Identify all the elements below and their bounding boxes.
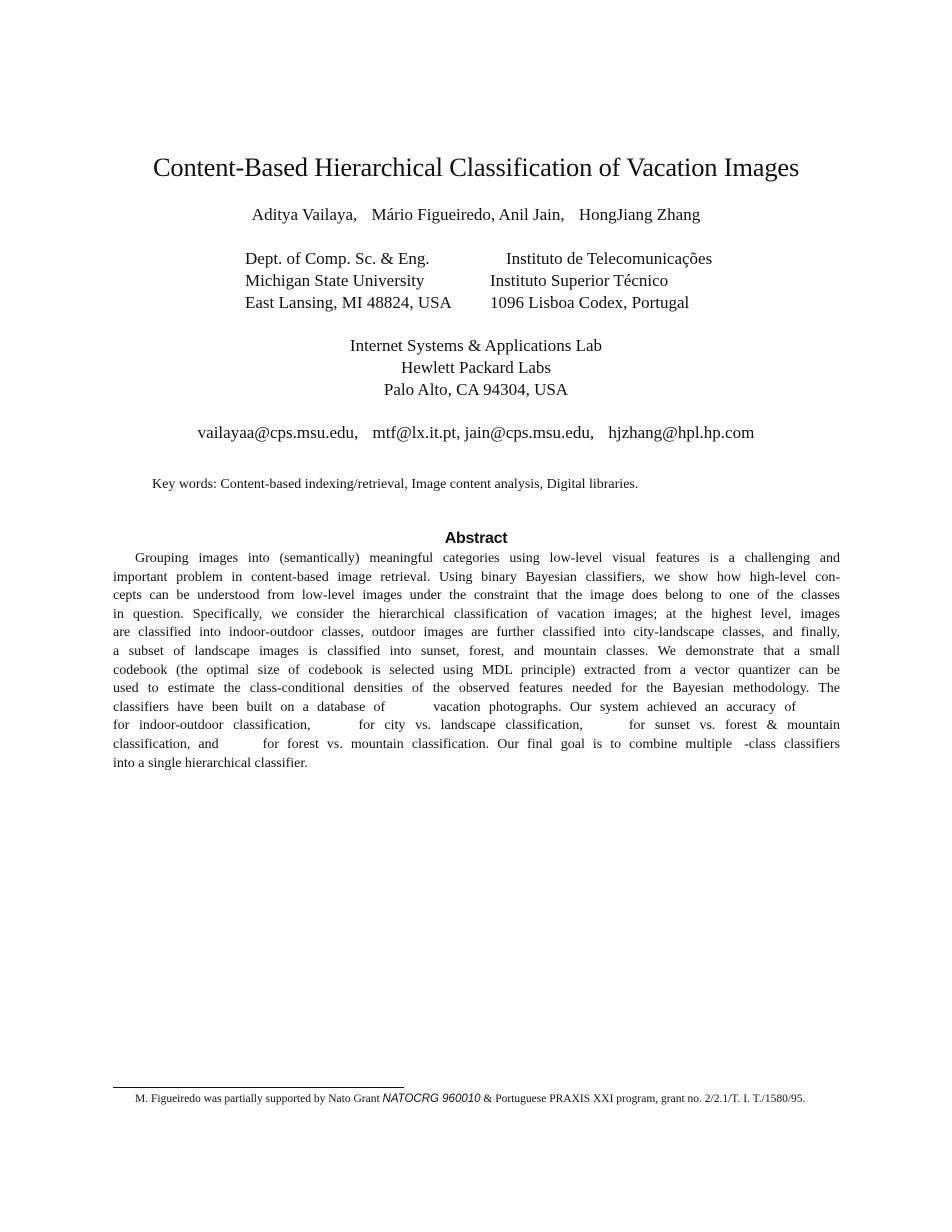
abstract-line: are classified into indoor-outdoor classes, outdoor images are further classified into city-landscape classes, and finally,	[113, 625, 840, 641]
author-vailaya: Aditya Vailaya,	[251, 205, 358, 224]
email-list	[0, 422, 952, 444]
email-figueiredo-jain: mtf@lx.it.pt, jain@cps.msu.edu,	[372, 423, 595, 442]
abstract-line: into a single hierarchical classifier.	[113, 755, 308, 771]
affiliation-hp	[0, 335, 952, 401]
affiliation-ist	[490, 248, 712, 314]
affiliation-line: Michigan State University	[245, 271, 425, 290]
abstract-line: used to estimate the class-conditional densities of the observed features needed for the Bayesian methodology. The	[113, 681, 840, 697]
keywords: Key words: Content-based indexing/retrieval, Image content analysis, Digital libraries.	[152, 477, 639, 492]
affiliation-line: Hewlett Packard Labs	[400, 358, 552, 377]
footnote-rule	[113, 1087, 404, 1088]
author-zhang: HongJiang Zhang	[578, 205, 701, 224]
affiliation-line: Internet Systems & Applications Lab	[349, 336, 603, 355]
affiliation-line: Instituto Superior Técnico	[490, 271, 669, 290]
abstract-line	[113, 736, 840, 755]
abstract-fragment: classification, and	[113, 736, 219, 752]
paper-title: Content-Based Hierarchical Classification of Vacation Images	[152, 152, 800, 182]
abstract-line	[113, 717, 840, 736]
abstract-line	[113, 699, 840, 718]
abstract-fragment: vacation photographs. Our system achieved an accuracy of	[433, 699, 797, 715]
affiliation-line: Instituto de Telecomunicações	[506, 249, 713, 268]
affiliation-line: Dept. of Comp. Sc. & Eng.	[245, 249, 430, 268]
footnote-grant: NATOCRG 960010	[382, 1093, 481, 1105]
footnote-suffix: & Portuguese PRAXIS XXI program, grant no. 2/2.1/T. I. T./1580/95.	[483, 1093, 806, 1105]
abstract-fragment: for city vs. landscape classification,	[358, 718, 583, 734]
abstract-line: in question. Specifically, we consider the hierarchical classification of vacation images; at the highest level, images	[113, 606, 840, 622]
abstract-line: a subset of landscape images is classified into sunset, forest, and mountain classes. We demonstrate that a small	[113, 643, 840, 659]
abstract-heading: Abstract	[444, 530, 508, 547]
abstract-fragment: for forest vs. mountain classification. Our final goal is to combine multiple	[262, 736, 733, 752]
affiliation-line: 1096 Lisboa Codex, Portugal	[490, 293, 690, 312]
abstract-line: cepts can be understood from low-level images under the constraint that the image does belong to one of the classes	[113, 588, 840, 604]
email-vailaya: vailayaa@cps.msu.edu,	[197, 423, 359, 442]
abstract-line: Grouping images into (semantically) meaningful categories using low-level visual features is a challenging and	[135, 551, 840, 566]
abstract-fragment: classifiers have been built on a database of	[113, 699, 386, 715]
affiliation-line: East Lansing, MI 48824, USA	[245, 293, 452, 312]
abstract-line: codebook (the optimal size of codebook is selected using MDL principle) extracted from a vector quantizer can be	[113, 662, 840, 678]
abstract-line: important problem in content-based image retrieval. Using binary Bayesian classifiers, we show how high-level con-	[113, 569, 840, 585]
abstract-fragment: -class classifiers	[744, 736, 841, 752]
abstract-fragment: for indoor-outdoor classification,	[113, 718, 311, 734]
affiliation-line: Palo Alto, CA 94304, USA	[383, 380, 569, 399]
abstract-body	[113, 550, 840, 773]
author-figueiredo-jain: Mário Figueiredo, Anil Jain,	[371, 205, 565, 224]
affiliation-msu	[245, 248, 452, 314]
author-list	[0, 204, 952, 226]
footnote-prefix: M. Figueiredo was partially supported by Nato Grant	[135, 1093, 380, 1105]
email-zhang: hjzhang@hpl.hp.com	[608, 423, 755, 442]
footnote	[135, 1091, 805, 1107]
abstract-fragment: for sunset vs. forest & mountain	[628, 718, 841, 734]
